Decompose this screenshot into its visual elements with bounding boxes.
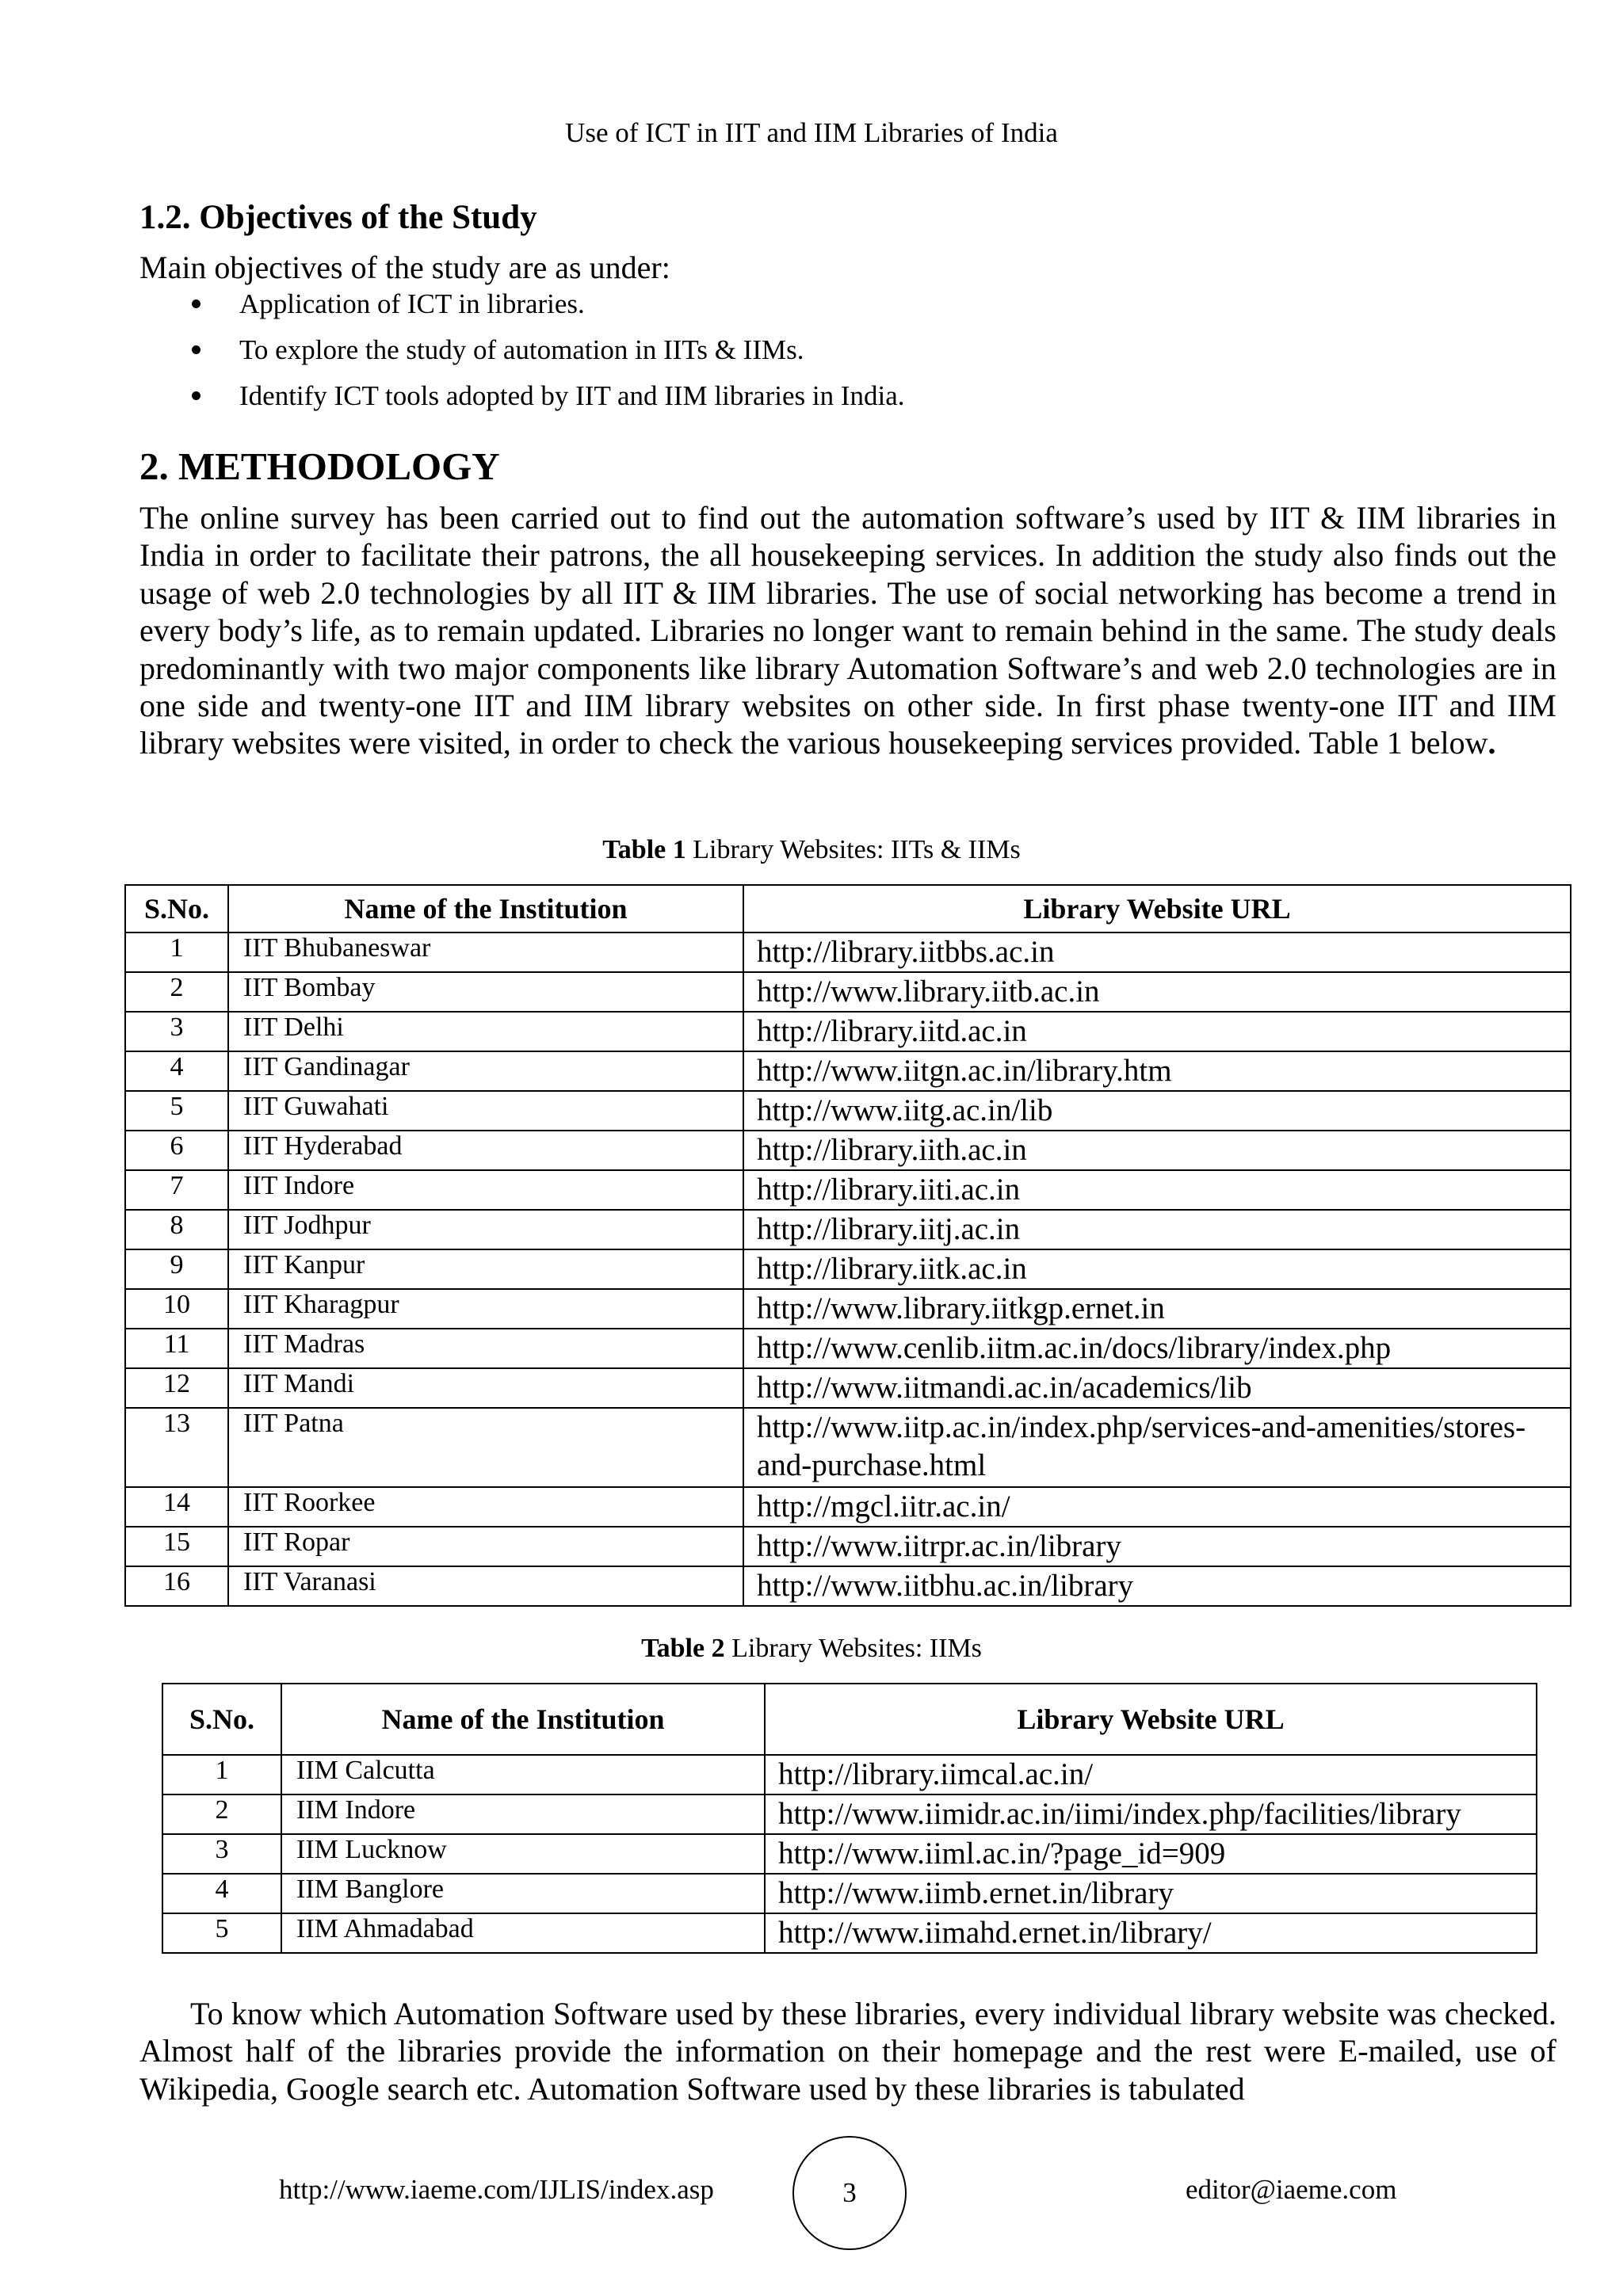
row-institution: IIM Ahmadabad — [281, 1913, 765, 1953]
row-sno: 2 — [125, 972, 228, 1012]
table-row — [162, 1794, 1537, 1834]
table1-header-url: Library Website URL — [743, 885, 1571, 933]
table-row — [125, 1368, 1571, 1408]
row-sno: 1 — [162, 1755, 281, 1794]
table-row — [125, 1051, 1571, 1091]
table-row — [125, 1012, 1571, 1051]
table2-header-name: Name of the Institution — [281, 1684, 765, 1755]
row-institution: IIM Banglore — [281, 1874, 765, 1913]
table-row — [125, 1210, 1571, 1249]
row-url: http://library.iimcal.ac.in/ — [765, 1755, 1537, 1794]
table-row — [125, 1527, 1571, 1566]
row-institution: IIT Jodhpur — [228, 1210, 743, 1249]
table2-header-url: Library Website URL — [765, 1684, 1537, 1755]
table1-header-sno: S.No. — [125, 885, 228, 933]
row-url: http://library.iitbbs.ac.in — [743, 933, 1571, 972]
row-institution: IIT Hyderabad — [228, 1131, 743, 1170]
objectives-intro: Main objectives of the study are as under: — [139, 250, 670, 285]
table1-header-name: Name of the Institution — [228, 885, 743, 933]
row-url: http://www.iitg.ac.in/lib — [743, 1091, 1571, 1131]
table-row — [125, 1249, 1571, 1289]
row-sno: 6 — [125, 1131, 228, 1170]
row-url: http://www.iimahd.ernet.in/library/ — [765, 1913, 1537, 1953]
objective-item: Application of ICT in libraries. — [187, 287, 905, 333]
table1-header-row — [125, 885, 1571, 933]
row-sno: 15 — [125, 1527, 228, 1566]
row-url: http://library.iitj.ac.in — [743, 1210, 1571, 1249]
row-sno: 4 — [125, 1051, 228, 1091]
table-row — [162, 1913, 1537, 1953]
row-url: http://library.iitk.ac.in — [743, 1249, 1571, 1289]
methodology-heading: 2. METHODOLOGY — [139, 444, 500, 488]
methodology-paragraph — [139, 499, 1556, 762]
row-sno: 3 — [125, 1012, 228, 1051]
page-number: 3 — [792, 2136, 907, 2250]
row-institution: IIT Patna — [228, 1408, 743, 1487]
row-url: http://www.cenlib.iitm.ac.in/docs/library/index.php — [743, 1329, 1571, 1368]
table2-caption — [0, 1634, 1623, 1664]
objectives-heading: 1.2. Objectives of the Study — [139, 199, 537, 236]
row-institution: IIT Roorkee — [228, 1487, 743, 1527]
table-row — [125, 1487, 1571, 1527]
row-sno: 5 — [125, 1091, 228, 1131]
footer-email: editor@iaeme.com — [1186, 2174, 1397, 2205]
row-sno: 11 — [125, 1329, 228, 1368]
row-url: http://library.iitd.ac.in — [743, 1012, 1571, 1051]
row-institution: IIT Bhubaneswar — [228, 933, 743, 972]
methodology-text: The online survey has been carried out to find out the automation software’s used by IIT & IIM libraries in India in order to facilitate their patrons, the all housekeeping services. In addition the study also finds out the usage of web 2.0 technologies by all IIT & IIM libraries. The use of social networking has become a trend in every body’s life, as to remain updated. Libraries no longer want to remain behind in the same. The study deals predominantly with two major components like library Automation Software’s and web 2.0 technologies are in one side and twenty-one IIT and IIM library websites on other side. In first phase twenty-one IIT and IIM library websites were visited, in order to check the various housekeeping services provided. Table 1 below — [139, 500, 1556, 761]
row-url: http://www.library.iitkgp.ernet.in — [743, 1289, 1571, 1329]
objective-item: Identify ICT tools adopted by IIT and IIM libraries in India. — [187, 379, 905, 425]
row-url: http://www.iiml.ac.in/?page_id=909 — [765, 1834, 1537, 1874]
row-sno: 8 — [125, 1210, 228, 1249]
objectives-list — [187, 287, 905, 425]
row-url: http://www.iimidr.ac.in/iimi/index.php/facilities/library — [765, 1794, 1537, 1834]
closing-paragraph: To know which Automation Software used by these libraries, every individual library website was checked. Almost half of the libraries provide the information on their homepage and the rest were E-mailed, use of Wikipedia, Google search etc. Automation Software used by these libraries is tabulated — [139, 1996, 1556, 2107]
row-url: http://mgcl.iitr.ac.in/ — [743, 1487, 1571, 1527]
row-sno: 16 — [125, 1566, 228, 1606]
footer-url: http://www.iaeme.com/IJLIS/index.asp — [279, 2174, 714, 2205]
row-institution: IIT Delhi — [228, 1012, 743, 1051]
objective-item: To explore the study of automation in IITs & IIMs. — [187, 333, 905, 379]
row-url: http://library.iiti.ac.in — [743, 1170, 1571, 1210]
row-url: http://www.iitgn.ac.in/library.htm — [743, 1051, 1571, 1091]
running-head: Use of ICT in IIT and IIM Libraries of India — [565, 117, 1058, 148]
table1-caption-label: Table 1 — [602, 835, 686, 864]
row-url: http://www.iitp.ac.in/index.php/services-and-amenities/stores- and-purchase.html — [743, 1408, 1571, 1487]
row-sno: 10 — [125, 1289, 228, 1329]
row-sno: 2 — [162, 1794, 281, 1834]
row-sno: 13 — [125, 1408, 228, 1487]
table-row — [162, 1874, 1537, 1913]
row-institution: IIT Bombay — [228, 972, 743, 1012]
row-sno: 9 — [125, 1249, 228, 1289]
table-row — [125, 1289, 1571, 1329]
table-row — [125, 1566, 1571, 1606]
methodology-period: . — [1487, 725, 1496, 761]
row-institution: IIM Indore — [281, 1794, 765, 1834]
table2 — [162, 1683, 1537, 1954]
table-row — [125, 1408, 1571, 1487]
row-institution: IIT Kharagpur — [228, 1289, 743, 1329]
row-sno: 4 — [162, 1874, 281, 1913]
table-row — [125, 972, 1571, 1012]
table1-body — [125, 933, 1571, 1606]
table1 — [124, 884, 1571, 1607]
table-row — [125, 933, 1571, 972]
table2-caption-text: Library Websites: IIMs — [724, 1634, 982, 1663]
row-institution: IIT Varanasi — [228, 1566, 743, 1606]
row-institution: IIT Guwahati — [228, 1091, 743, 1131]
row-url: http://www.iimb.ernet.in/library — [765, 1874, 1537, 1913]
row-sno: 12 — [125, 1368, 228, 1408]
table-row — [162, 1755, 1537, 1794]
row-institution: IIT Indore — [228, 1170, 743, 1210]
table2-caption-label: Table 2 — [641, 1634, 725, 1663]
table-row — [125, 1329, 1571, 1368]
row-institution: IIT Kanpur — [228, 1249, 743, 1289]
table-row — [125, 1131, 1571, 1170]
table-row — [125, 1091, 1571, 1131]
row-url: http://www.iitmandi.ac.in/academics/lib — [743, 1368, 1571, 1408]
row-institution: IIT Mandi — [228, 1368, 743, 1408]
row-institution: IIT Gandinagar — [228, 1051, 743, 1091]
row-url: http://library.iith.ac.in — [743, 1131, 1571, 1170]
row-sno: 3 — [162, 1834, 281, 1874]
row-sno: 14 — [125, 1487, 228, 1527]
row-url: http://www.iitbhu.ac.in/library — [743, 1566, 1571, 1606]
row-sno: 5 — [162, 1913, 281, 1953]
row-sno: 1 — [125, 933, 228, 972]
row-url: http://www.iitrpr.ac.in/library — [743, 1527, 1571, 1566]
table2-header-row — [162, 1684, 1537, 1755]
row-url: http://www.library.iitb.ac.in — [743, 972, 1571, 1012]
table2-body — [162, 1755, 1537, 1953]
table-row — [162, 1834, 1537, 1874]
table1-caption-text: Library Websites: IITs & IIMs — [685, 835, 1021, 864]
table1-caption — [0, 835, 1623, 865]
row-sno: 7 — [125, 1170, 228, 1210]
table2-header-sno: S.No. — [162, 1684, 281, 1755]
table-row — [125, 1170, 1571, 1210]
row-institution: IIM Lucknow — [281, 1834, 765, 1874]
row-institution: IIT Ropar — [228, 1527, 743, 1566]
row-institution: IIT Madras — [228, 1329, 743, 1368]
row-institution: IIM Calcutta — [281, 1755, 765, 1794]
